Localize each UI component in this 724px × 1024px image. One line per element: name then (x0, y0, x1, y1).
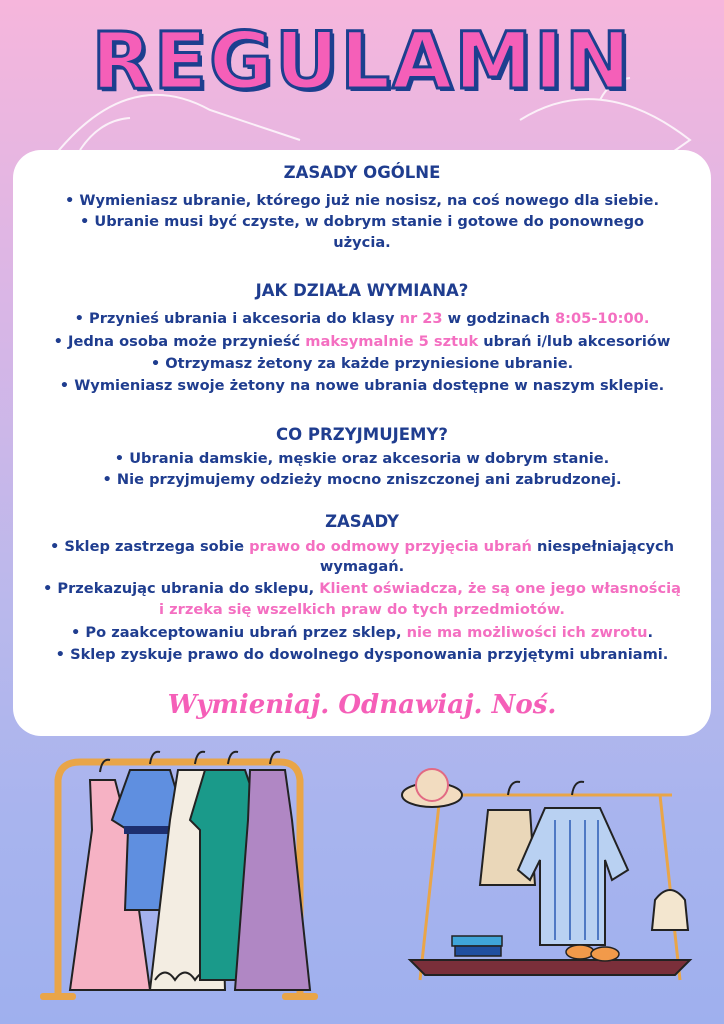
left-rack-icon (40, 752, 318, 1000)
right-rack-icon (402, 769, 690, 980)
page-title: REGULAMIN (91, 17, 633, 107)
rule-line: • Ubrania damskie, męskie oraz akcesoria w dobrym stanie. (114, 450, 610, 467)
rule-line: użycia. (333, 234, 391, 251)
section-title-how-it-works: JAK DZIAŁA WYMIANA? (255, 281, 469, 300)
section-title-rules: ZASADY (325, 512, 399, 531)
section-title-general: ZASADY OGÓLNE (283, 163, 441, 182)
rules-card (13, 150, 711, 736)
slogan: Wymieniaj. Odnawiaj. Noś. (167, 690, 557, 720)
section-title-what-we-accept: CO PRZYJMUJEMY? (276, 425, 448, 444)
clothing-rack-illustration (0, 740, 724, 1024)
rule-line: • Po zaakceptowaniu ubrań przez sklep, nie ma możliwości ich zwrotu. (70, 624, 654, 641)
rule-line: i zrzeka się wszelkich praw do tych przedmiotów. (159, 601, 565, 618)
rule-line: • Przynieś ubrania i akcesoria do klasy nr 23 w godzinach 8:05-10:00. (74, 310, 650, 327)
rule-line: • Przekazując ubrania do sklepu, Klient oświadcza, że są one jego własnością (43, 580, 681, 597)
rule-line: • Otrzymasz żetony za każde przyniesione ubranie. (150, 355, 574, 372)
rule-line: • Nie przyjmujemy odzieży mocno zniszczonej ani zabrudzonej. (102, 471, 622, 488)
rule-line: • Wymieniasz ubranie, którego już nie nosisz, na coś nowego dla siebie. (65, 192, 659, 209)
rule-line: • Sklep zastrzega sobie prawo do odmowy przyjęcia ubrań niespełniających (49, 538, 675, 555)
rule-line: wymagań. (319, 558, 405, 575)
rule-line: • Wymieniasz swoje żetony na nowe ubrania dostępne w naszym sklepie. (59, 377, 665, 394)
rule-line: • Ubranie musi być czyste, w dobrym stanie i gotowe do ponownego (79, 213, 645, 230)
rule-line: • Sklep zyskuje prawo do dowolnego dysponowania przyjętymi ubraniami. (55, 646, 669, 663)
rule-line: • Jedna osoba może przynieść maksymalnie 5 sztuk ubrań i/lub akcesoriów (53, 333, 671, 350)
